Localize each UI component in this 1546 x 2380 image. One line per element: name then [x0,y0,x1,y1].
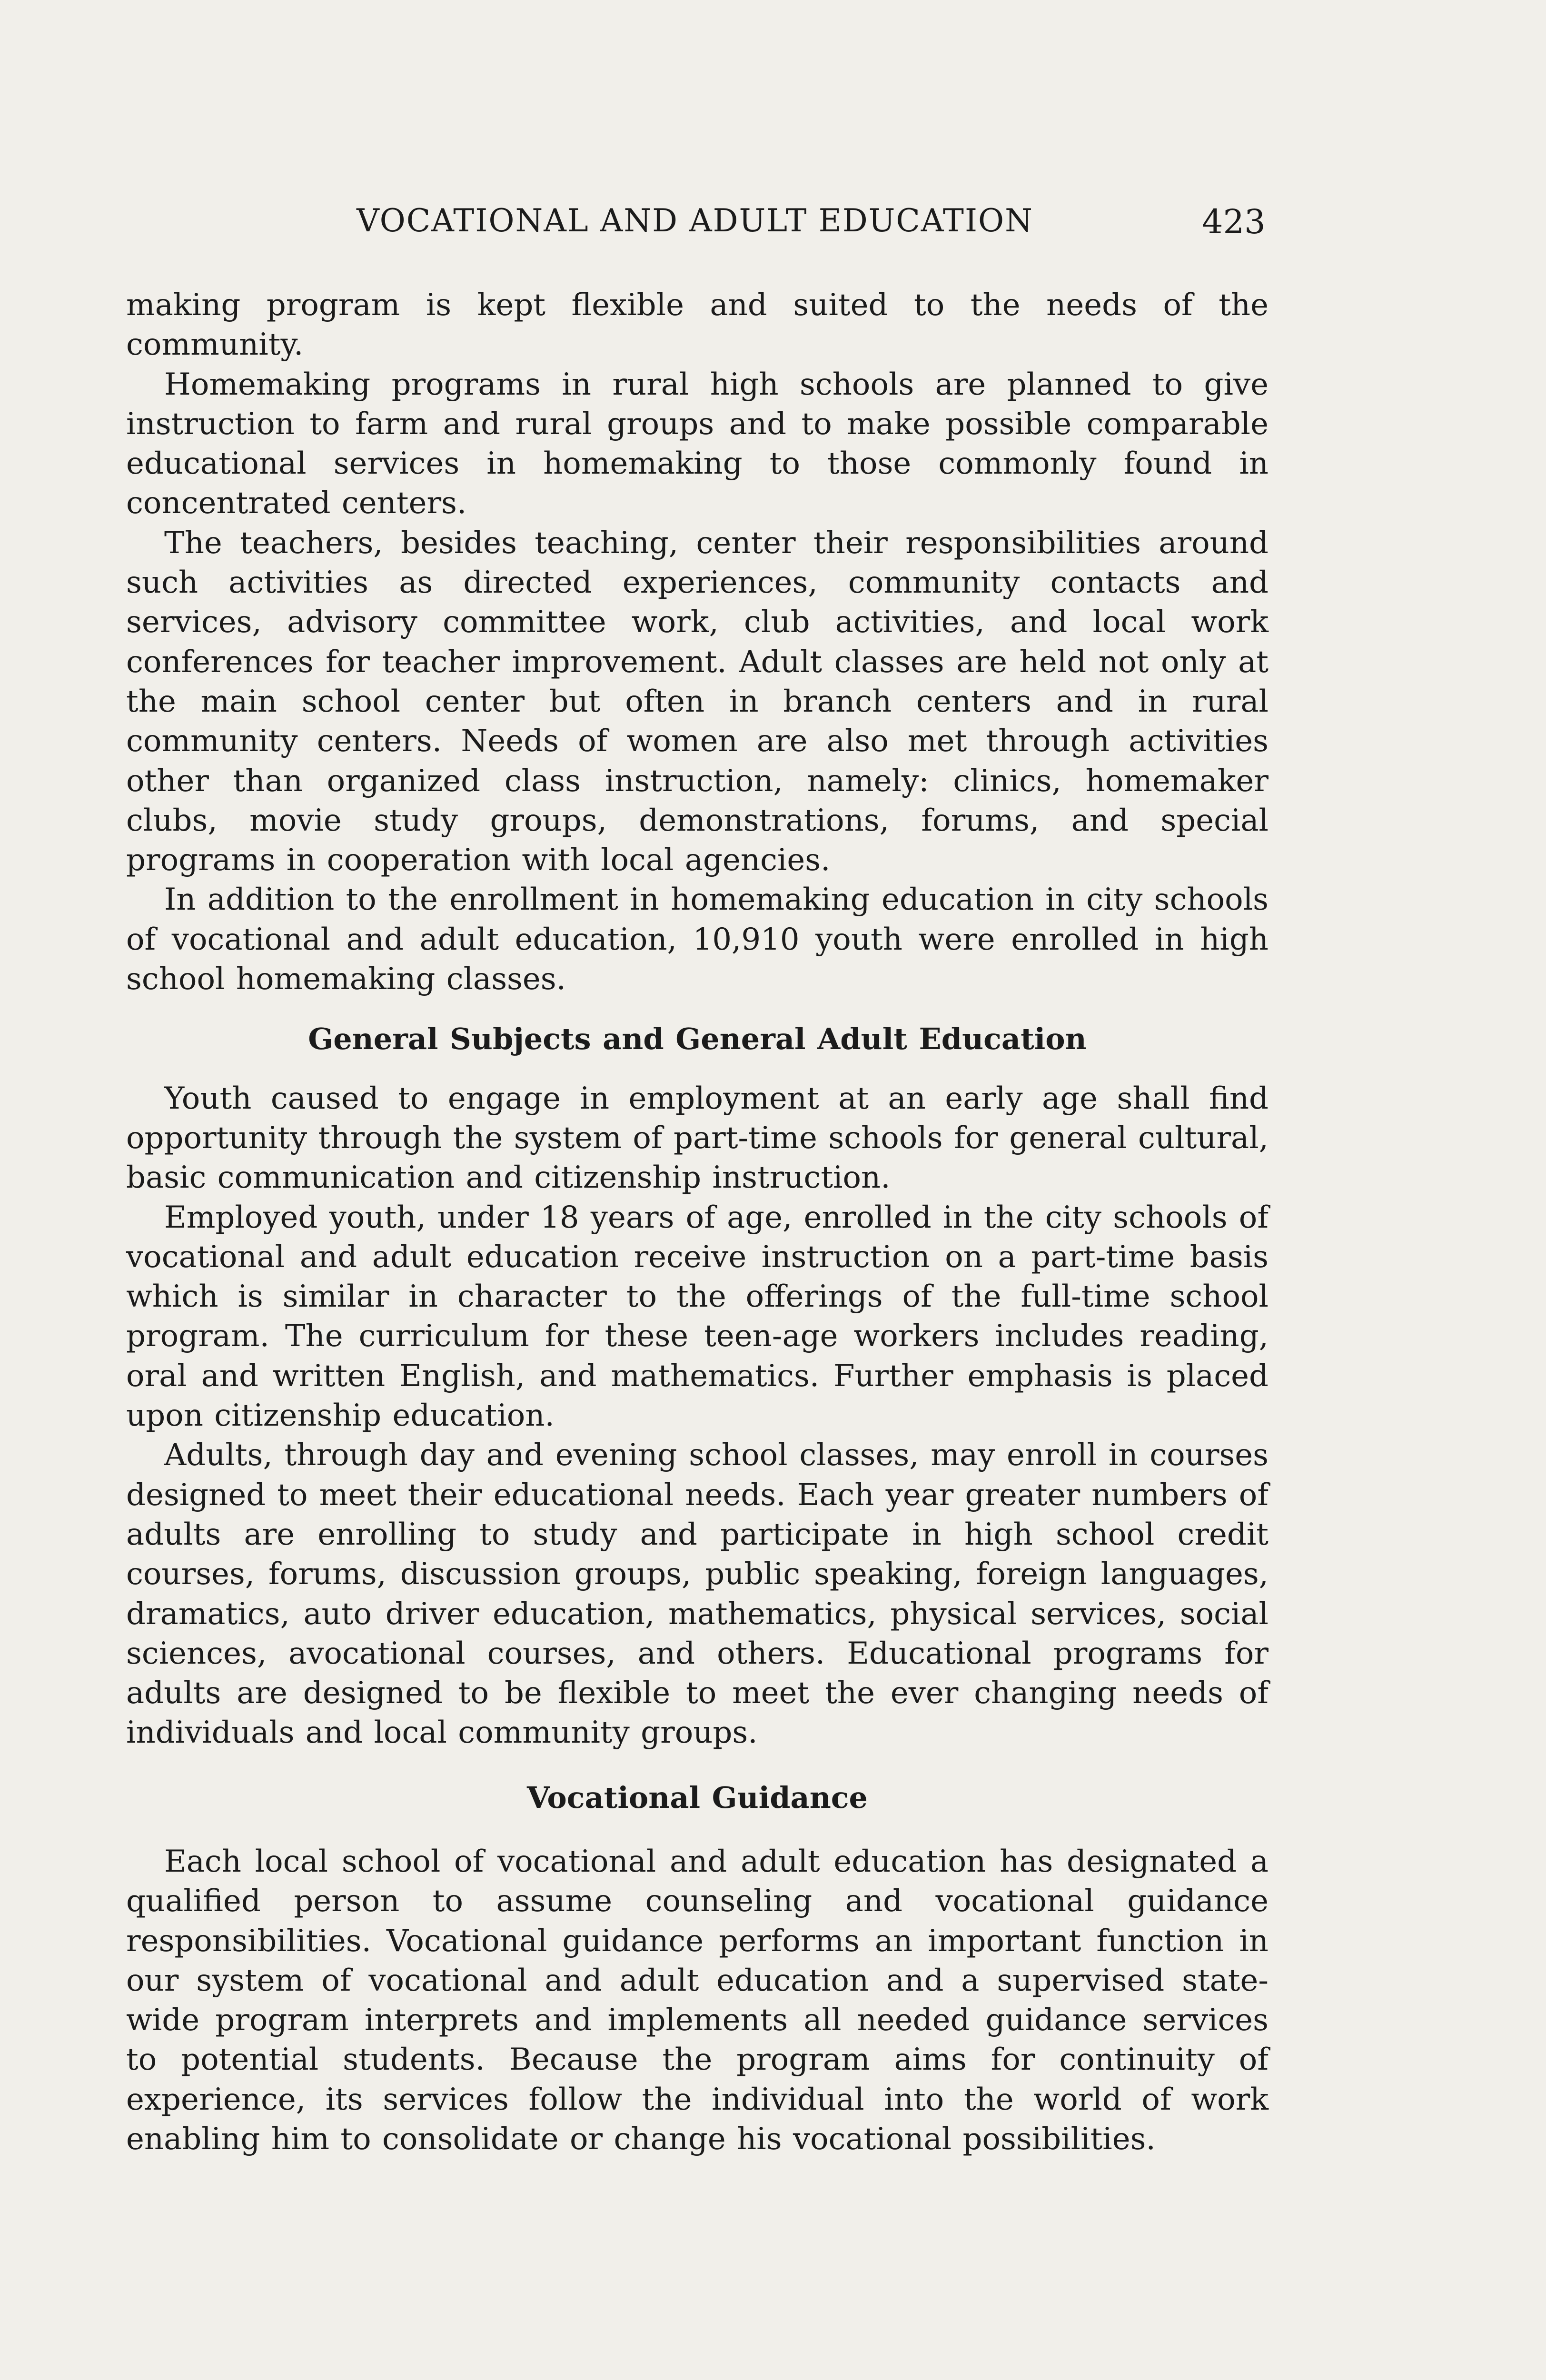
section-heading-general-subjects: General Subjects and General Adult Education [308,1021,1087,1057]
paragraph-adults: Adults, through day and evening school classes, may enroll in courses designed to meet their educational needs. Each year greater numbers of adults are enrolling to study and participate in high school credit courses, forums, discussion groups, public speaking, foreign languages, dramatics, auto driver education, mathematics, physical services, social sciences, avocational courses, and others. Educational programs for adults are designed to be flexible to meet the ever changing needs of individuals and local community groups. [126,1438,1269,1751]
paragraph-rural-programs: Homemaking programs in rural high schools are planned to give instruction to farm and rural groups and to make possible comparable educational services in homemaking to those commonly found in concentrated centers. [126,367,1269,521]
running-head: VOCATIONAL AND ADULT EDUCATION [357,202,1033,239]
paragraph-employed-youth: Employed youth, under 18 years of age, enrolled in the city schools of vocational and adult education receive instruction on a part-time basis which is similar in character to the offerings of the full-time school program. The curriculum for these teen-age workers includes reading, oral and written English, and mathematics. Further emphasis is placed upon citizenship education. [126,1200,1269,1434]
paragraph-enrollment: In addition to the enrollment in homemaking education in city schools of vocational and adult education, 10,910 youth were enrolled in high school homemaking classes. [126,882,1269,997]
paragraph-continued: making program is kept flexible and suited to the needs of the community. [126,288,1269,363]
paragraph-youth-employment: Youth caused to engage in employment at an early age shall find opportunity through the system of part-time schools for general cultural, basic communication and citizenship instruction. [126,1081,1269,1196]
paragraph-teachers: The teachers, besides teaching, center their responsibilities around such activities as directed experiences, community contacts and services, advisory committee work, club activities, and local work conferences for teacher improvement. Adult classes are held not only at the main school center but often in branch centers and in rural community centers. Needs of women are also met through activities other than organized class instruction, namely: clinics, homemaker clubs, movie study groups, demonstrations, forums, and special programs in cooperation with local agencies. [126,525,1269,878]
page-number: 423 [1202,202,1266,241]
section-heading-vocational-guidance: Vocational Guidance [527,1780,868,1815]
body-text [126,286,1269,2159]
paragraph-guidance: Each local school of vocational and adult education has designated a qualified person to assume counseling and vocational guidance responsibilities. Vocational guidance performs an important function in our system of vocational and adult education and a supervised state-wide program interprets and implements all needed guidance services to potential students. Because the program aims for continuity of experience, its services follow the individual into the world of work enabling him to consolidate or change his vocational possibilities. [126,1844,1269,2157]
